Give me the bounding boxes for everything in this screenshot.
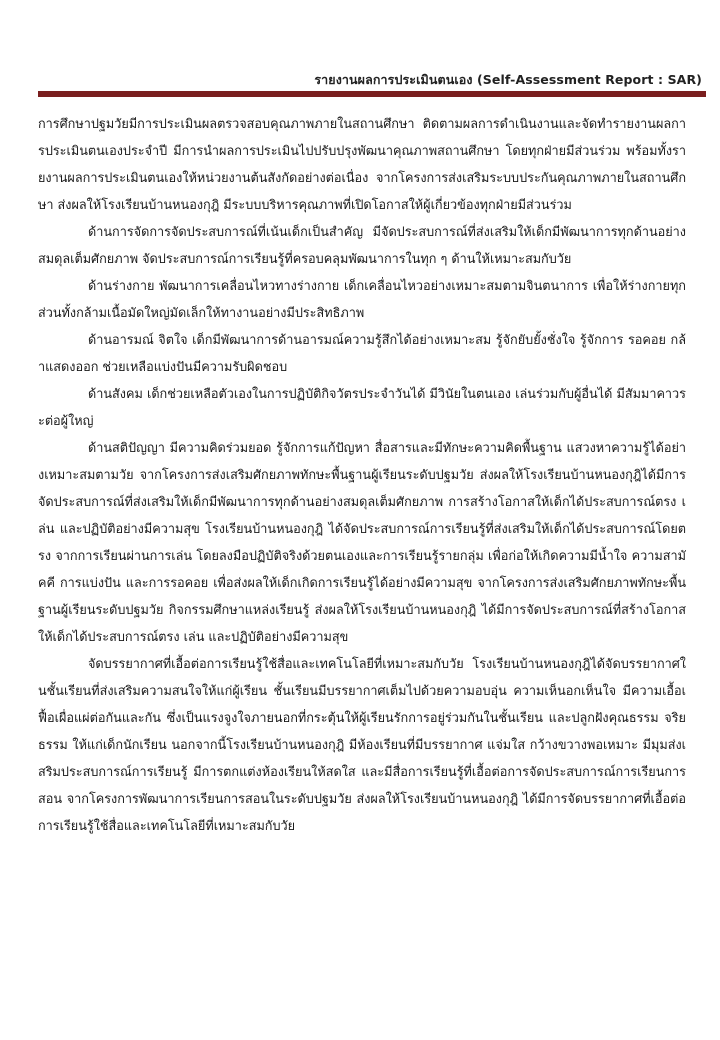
report-header-title: รายงานผลการประเมินตนเอง (Self-Assessment Report : SAR) xyxy=(314,72,702,87)
paragraph-quality-assurance: การศึกษาปฐมวัยมีการประเมินผลตรวจสอบคุณภาพภายในสถานศึกษา ติดตามผลการดำเนินงานและจัดทำรายงานผลการประเมินตนเองประจำปี มีการนำผลการประเมินไปปรับปรุงพัฒนาคุณภาพสถานศึกษา โดยทุกฝ่ายมีส่วนร่วม พร้อมทั้งรายงานผลการประเมินตนเองให้หน่วยงานต้นสังกัดอย่างต่อเนื่อง จากโครงการส่งเสริมระบบประกันคุณภาพภายในสถานศึกษา ส่งผลให้โรงเรียนบ้านหนองกุฎิ มีระบบบริหารคุณภาพที่เปิดโอกาสให้ผู้เกี่ยวข้องทุกฝ่ายมีส่วนร่วม xyxy=(38,116,686,212)
paragraph-emotional: ด้านอารมณ์ จิตใจ เด็กมีพัฒนาการด้านอารมณ์ความรู้สึกได้อย่างเหมาะสม รู้จักยับยั้งชั่งใจ รู้จักการ รอคอย กล้าแสดงออก ช่วยเหลือแบ่งปันมีความรับผิดชอบ xyxy=(38,332,686,374)
paragraph-intellectual: ด้านสติปัญญา มีความคิดร่วมยอด รู้จักการแก้ปัญหา สื่อสารและมีทักษะความคิดพื้นฐาน แสวงหาความรู้ได้อย่างเหมาะสมตามวัย จากโครงการส่งเสริมศักยภาพทักษะพื้นฐานผู้เรียนระดับปฐมวัย ส่งผลให้โรงเรียนบ้านหนองกุฎิได้มีการจัดประสบการณ์ที่ส่งเสริมให้เด็กมีพัฒนาการทุกด้านอย่างสมดุลเต็มศักยภาพ การสร้างโอกาสให้เด็กได้ประสบการณ์ตรง เล่น และปฏิบัติอย่างมีความสุข โรงเรียนบ้านหนองกุฎิ ได้จัดประสบการณ์การเรียนรู้ที่ส่งเสริมให้เด็กได้ประสบการณ์โดยตรง จากการเรียนผ่านการเล่น โดยลงมือปฏิบัติจริงด้วยตนเองและการเรียนรู้รายกลุ่ม เพื่อก่อให้เกิดความมีน้ำใจ ความสามัคคี การแบ่งปัน และการรอคอย เพื่อส่งผลให้เด็กเกิดการเรียนรู้ได้อย่างมีความสุข จากโครงการส่งเสริมศักยภาพทักษะพื้นฐานผู้เรียนระดับปฐมวัย กิจกรรมศึกษาแหล่งเรียนรู้ ส่งผลให้โรงเรียนบ้านหนองกุฎิ ได้มีการจัดประสบการณ์ที่สร้างโอกาสให้เด็กได้ประสบการณ์ตรง เล่น และปฏิบัติอย่างมีความสุข xyxy=(38,440,686,644)
paragraph-social: ด้านสังคม เด็กช่วยเหลือตัวเองในการปฏิบัติกิจวัตรประจำวันได้ มีวินัยในตนเอง เล่นร่วมกับผู้อื่นได้ มีสัมมาคาวระต่อผู้ใหญ่ xyxy=(38,386,686,428)
header-divider xyxy=(38,91,706,97)
paragraph-learning-environment: จัดบรรยากาศที่เอื้อต่อการเรียนรู้ใช้สื่อและเทคโนโลยีที่เหมาะสมกับวัย โรงเรียนบ้านหนองกุฎิได้จัดบรรยากาศในชั้นเรียนที่ส่งเสริมความสนใจให้แก่ผู้เรียน ชั้นเรียนมีบรรยากาศเต็มไปด้วยความอบอุ่น ความเห็นอกเห็นใจ มีความเอื้อเฟื้อเผื่อแผ่ต่อกันและกัน ซึ่งเป็นแรงจูงใจภายนอกที่กระตุ้นให้ผู้เรียนรักการอยู่ร่วมกันในชั้นเรียน และปลูกฝังคุณธรรม จริยธรรม ให้แก่เด็กนักเรียน นอกจากนี้โรงเรียนบ้านหนองกุฎิ มีห้องเรียนที่มีบรรยากาศ แจ่มใส กว้างขวางพอเหมาะ มีมุมส่งเสริมประสบการณ์การเรียนรู้ มีการตกแต่งห้องเรียนให้สดใส และมีสื่อการเรียนรู้ที่เอื้อต่อการจัดประสบการณ์การเรียนการสอน จากโครงการพัฒนาการเรียนการสอนในระดับปฐมวัย ส่งผลให้โรงเรียนบ้านหนองกุฎิ ได้มีการจัดบรรยากาศที่เอื้อต่อการเรียนรู้ใช้สื่อและเทคโนโลยีที่เหมาะสมกับวัย xyxy=(38,656,686,833)
paragraph-physical: ด้านร่างกาย พัฒนาการเคลื่อนไหวทางร่างกาย เด็กเคลื่อนไหวอย่างเหมาะสมตามจินตนาการ เพื่อให้ร่างกายทุกส่วนทั้งกล้ามเนื้อมัดใหญ่มัดเล็กให้ทางานอย่างมีประสิทธิภาพ xyxy=(38,278,686,320)
paragraph-child-centered: ด้านการจัดการจัดประสบการณ์ที่เน้นเด็กเป็นสำคัญ มีจัดประสบการณ์ที่ส่งเสริมให้เด็กมีพัฒนาการทุกด้านอย่างสมดุลเต็มศักยภาพ จัดประสบการณ์การเรียนรู้ที่ครอบคลุมพัฒนาการในทุก ๆ ด้านให้เหมาะสมกับวัย xyxy=(38,224,686,266)
document-body xyxy=(38,110,686,839)
